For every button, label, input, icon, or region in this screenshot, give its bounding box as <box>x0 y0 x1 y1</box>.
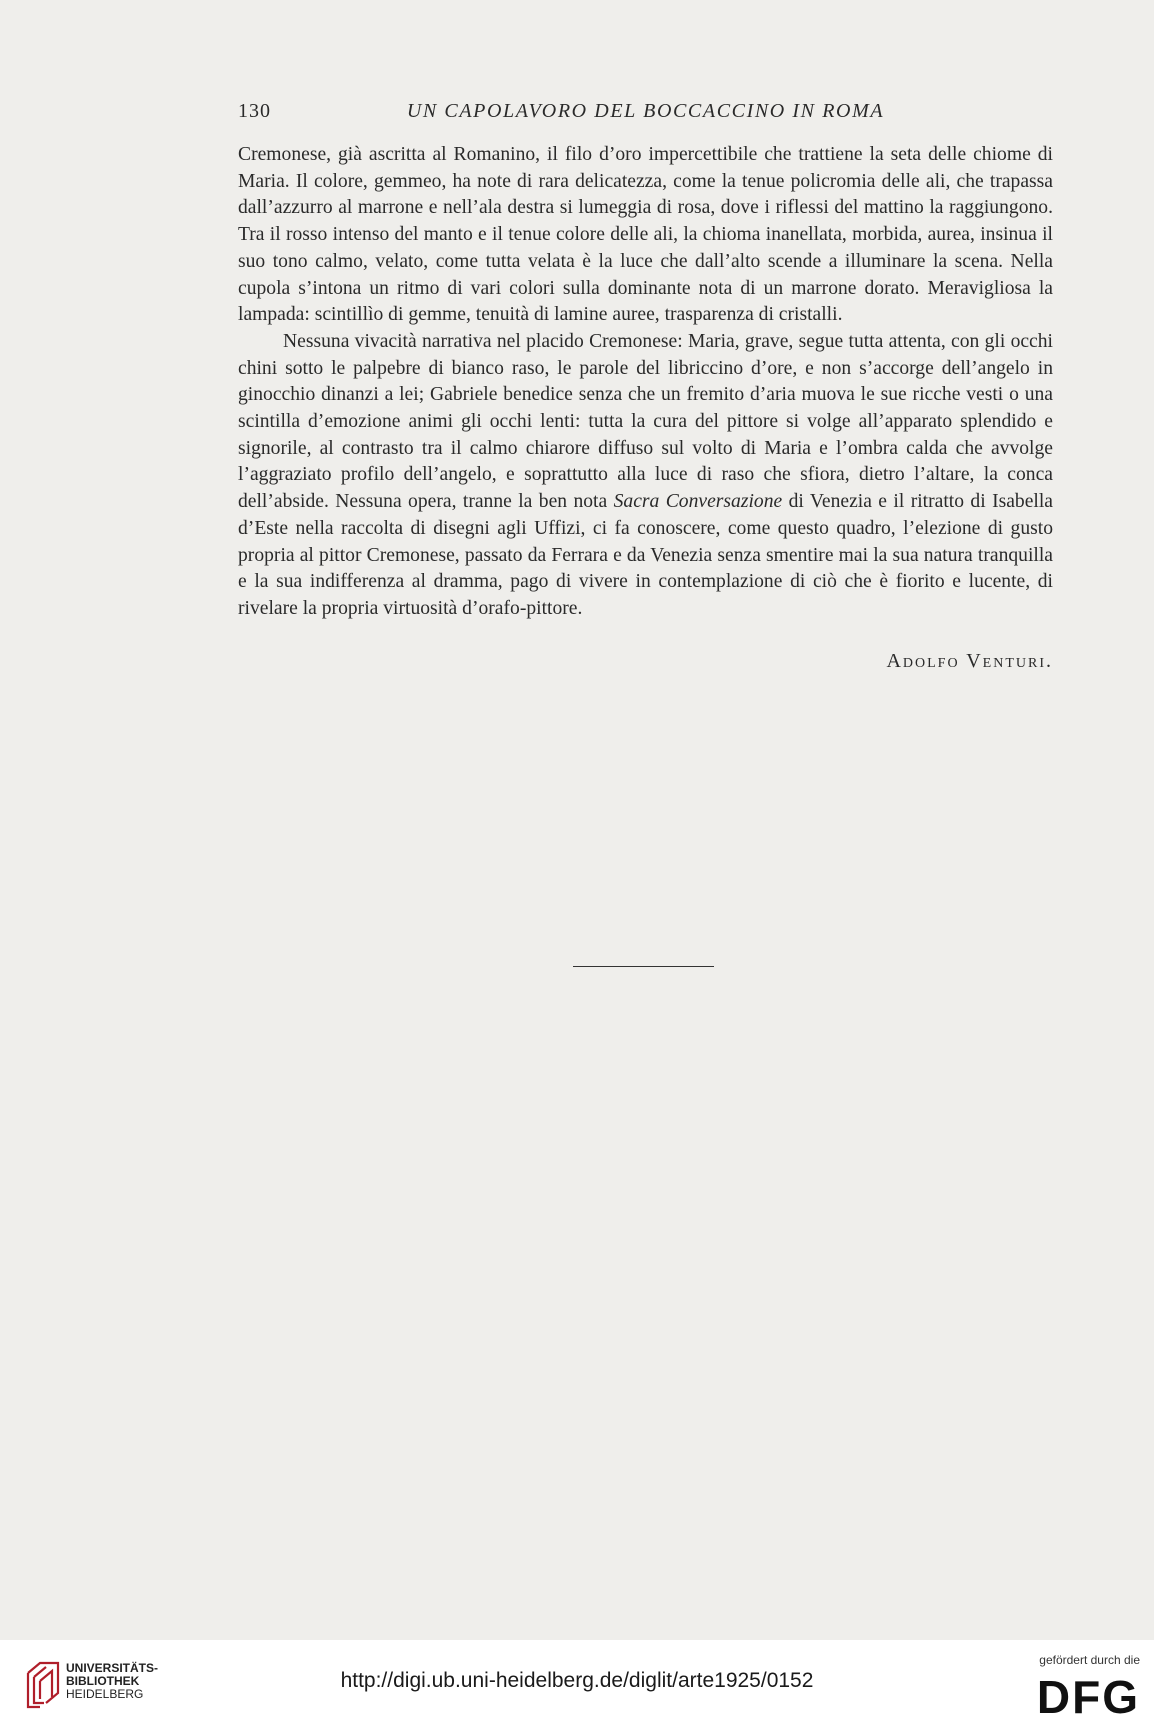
paragraph: Cremonese, già ascritta al Romanino, il filo d’oro impercettibile che trattiene la seta delle chiome di Maria. Il colore, gemmeo, ha note di rara delicatezza, come la tenue policromia delle ali, che trapassa dall’azzurro al marrone e nell’ala destra si lumeggia di rosa, dove i riflessi del mattino la raggiungono. Tra il rosso intenso del manto e il tenue colore delle ali, la chioma inanellata, morbida, aurea, insinua il suo tono calmo, velato, come tutta velata è la luce che dall’alto scende a illuminare la scena. Nella cupola s’intona un ritmo di vari colori sulla dominante nota di un marrone dorato. Meravigliosa la lampada: scintillìo di gemme, tenuità di lamine auree, trasparenza di cristalli. <box>238 144 1053 326</box>
paragraph <box>238 329 1053 623</box>
article-body <box>238 142 1053 623</box>
funding-note: gefördert durch die <box>1039 1653 1140 1667</box>
section-divider <box>573 966 714 967</box>
digitization-footer <box>0 1640 1154 1727</box>
permalink[interactable]: http://digi.ub.uni-heidelberg.de/diglit/arte1925/0152 <box>340 1669 814 1692</box>
paragraph-text: Nessuna vivacità narrativa nel placido Cremonese: Maria, grave, segue tutta attenta, con gli occhi chini sotto le palpebre di bianco raso, le parole del libriccino d’ore, e non s’accorge dell’angelo in ginocchio dinanzi a lei; Gabriele benedice senza che un fremito d’aria muova le sue ricche vesti o una scintilla d’emozione animi gli occhi lenti: tutta la cura del pittore si volge all’apparato splendido e signorile, al contrasto tra il calmo chiarore diffuso sul volto di Maria e l’ombra calda che avvolge l’aggraziato profilo dell’angelo, e soprattutto alla luce di raso che sfiora, dietro l’altare, la conca dell’abside. Nessuna opera, tranne la ben nota <box>238 330 1053 513</box>
library-name-line: BIBLIOTHEK <box>66 1674 140 1688</box>
page-number: 130 <box>238 100 271 122</box>
running-title: UN CAPOLAVORO DEL BOCCACCINO IN ROMA <box>406 100 885 122</box>
library-name-line: UNIVERSITÄTS- <box>66 1661 159 1675</box>
page-header <box>238 100 1053 130</box>
library-name-line: HEIDELBERG <box>66 1687 144 1701</box>
dfg-logo: DFG <box>1036 1671 1140 1723</box>
artwork-title: Sacra Conversazione <box>613 491 783 513</box>
author-signature: Adolfo Venturi. <box>886 650 1053 672</box>
paragraph-text: di Venezia e il ritratto di Isabella d’Este nella raccolta di disegni agli Uffizi, ci fa conoscere, come questo quadro, l’elezione di gusto propria al pittor Cremonese, passato da Ferrara e da Venezia senza smentire mai la sua natura tranquilla e la sua indifferenza al dramma, pago di vivere in contemplazione di ciò che è fiorito e lucente, di rivelare la propria virtuosità d’orafo-pittore. <box>238 491 1053 619</box>
